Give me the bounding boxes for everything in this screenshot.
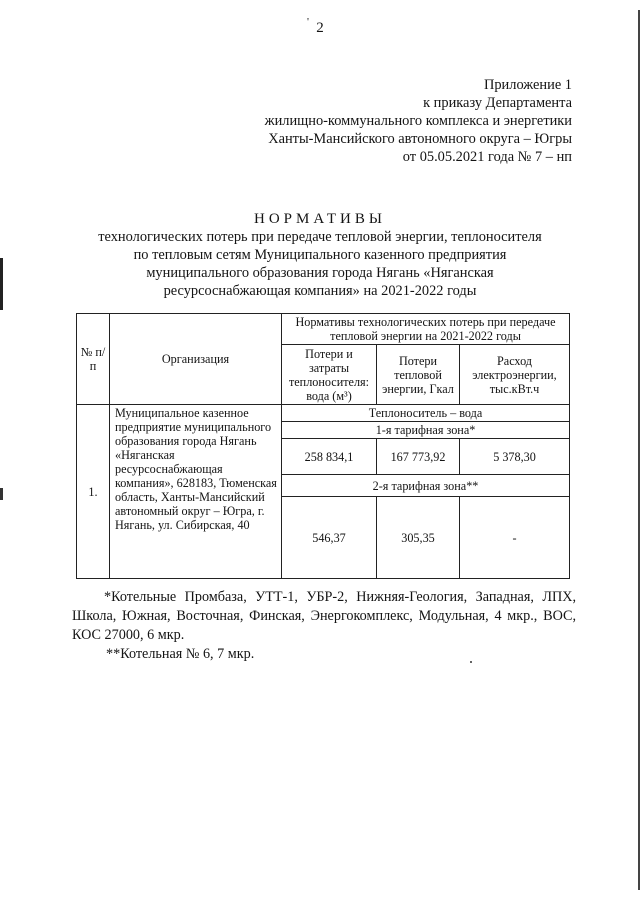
title-heading: НОРМАТИВЫ — [254, 211, 386, 227]
scan-edge-mark — [0, 258, 3, 310]
header-power-consumption: Расход электроэнергии, тыс.кВт.ч — [460, 345, 570, 405]
appendix-line: жилищно-коммунального комплекса и энергетики — [264, 113, 572, 129]
header-heat-losses: Потери тепловой энергии, Гкал — [377, 345, 460, 405]
zone2-water-value: 546,37 — [282, 497, 377, 579]
header-water-losses: Потери и затраты теплоносителя: вода (м³) — [282, 345, 377, 405]
footnotes — [72, 588, 576, 664]
carrier-label: Теплоноситель – вода — [282, 405, 570, 422]
organization-cell: Муниципальное казенное предприятие муниципального образования города Нягань «Няганская ресурсоснабжающая компания», 628183, Тюменская область, Ханты-Мансийский автономный округ – Югра, г. Нягань, ул. Сибирская, 40 — [110, 405, 282, 579]
title-line: по тепловым сетям Муниципального казенного предприятия — [133, 247, 507, 263]
zone1-heat-value: 167 773,92 — [377, 439, 460, 475]
appendix-line: Приложение 1 — [483, 77, 572, 93]
row-number: 1. — [77, 405, 110, 579]
title-line: муниципального образования города Нягань «Няганская — [146, 265, 494, 281]
footnote-zone1: *Котельные Промбаза, УТТ-1, УБР-2, Нижняя-Геология, Западная, ЛПХ, Школа, Южная, Восточная, Финская, Энергокомплекс, Модульная, 4 мкр., ВОС, КОС 27000, 6 мкр. — [72, 589, 576, 643]
zone1-water-value: 258 834,1 — [282, 439, 377, 475]
appendix-line: к приказу Департамента — [423, 95, 572, 111]
scan-speck: ' — [307, 16, 309, 28]
document-title — [60, 210, 580, 300]
page-number: ' 2 — [307, 16, 324, 36]
appendix-header — [265, 76, 572, 166]
zone2-power-value: - — [460, 497, 570, 579]
zone1-label: 1-я тарифная зона* — [282, 422, 570, 439]
header-number: № п/п — [77, 314, 110, 405]
norms-table — [76, 313, 570, 579]
zone1-power-value: 5 378,30 — [460, 439, 570, 475]
title-line: ресурсоснабжающая компания» на 2021-2022 годы — [163, 283, 477, 299]
title-line: технологических потерь при передаче тепловой энергии, теплоносителя — [98, 229, 542, 245]
zone2-heat-value: 305,35 — [377, 497, 460, 579]
scan-edge-mark — [0, 488, 3, 500]
header-organization: Организация — [110, 314, 282, 405]
appendix-line: Ханты-Мансийского автономного округа – Югры — [268, 131, 572, 147]
appendix-line: от 05.05.2021 года № 7 – нп — [402, 149, 572, 165]
header-norms-group: Нормативы технологических потерь при передаче тепловой энергии на 2021-2022 годы — [282, 314, 570, 345]
zone2-label: 2-я тарифная зона** — [282, 475, 570, 497]
footnote-zone2: **Котельная № 6, 7 мкр. — [106, 646, 255, 662]
